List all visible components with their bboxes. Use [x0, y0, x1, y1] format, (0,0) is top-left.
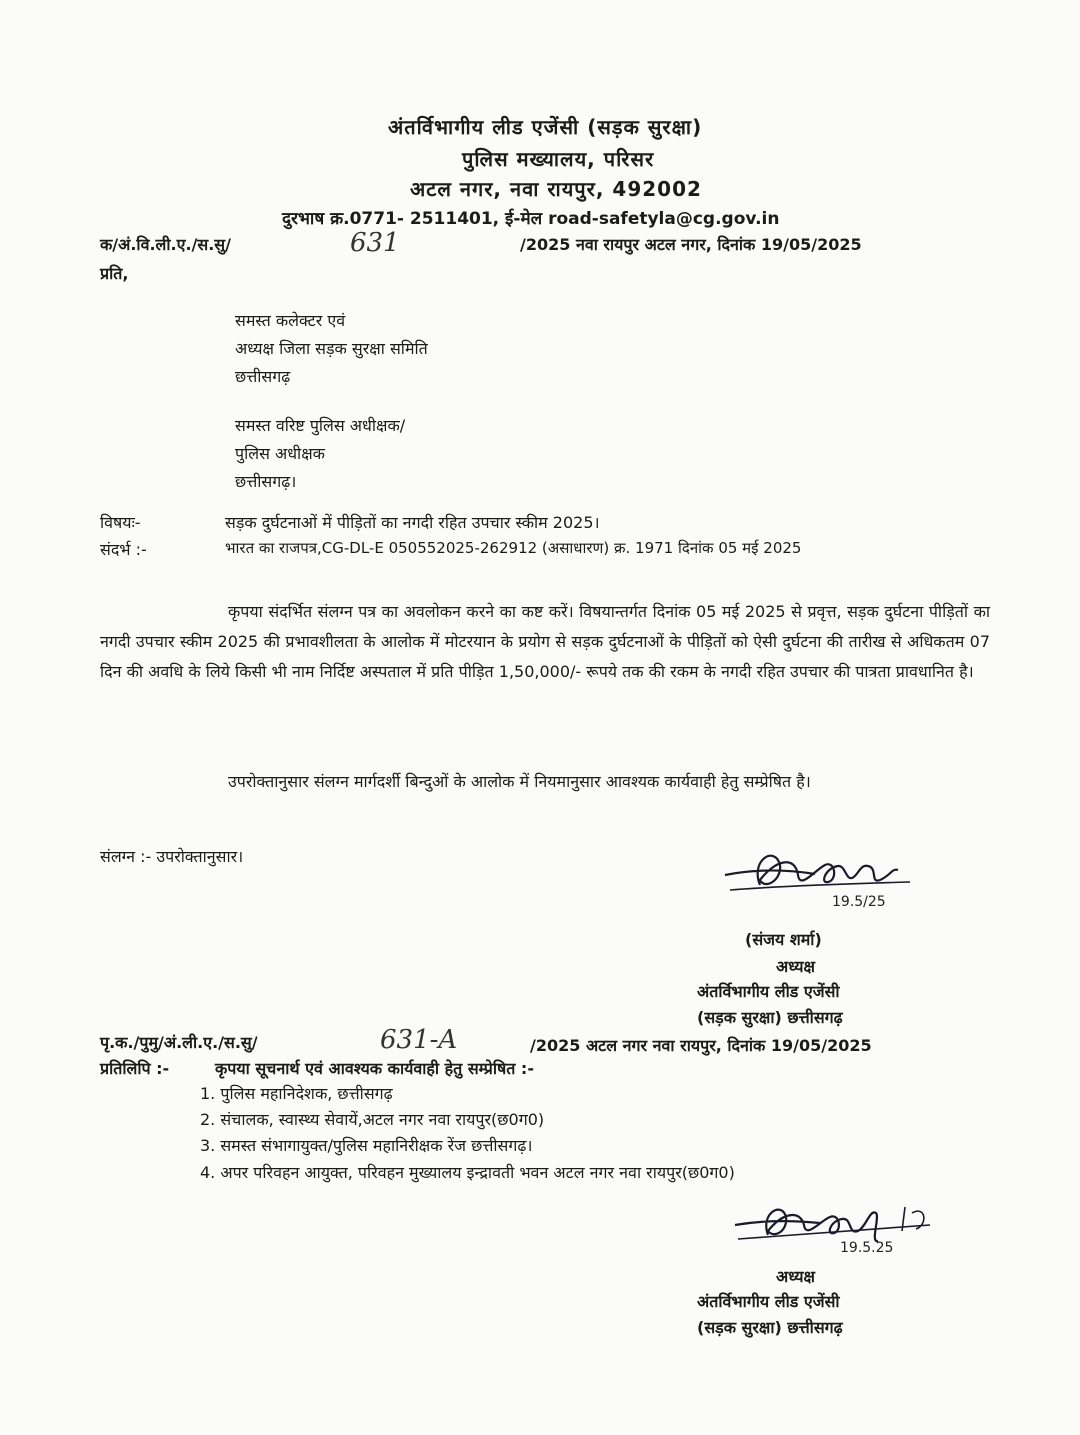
subject-label: विषयः-: [100, 513, 141, 532]
recipient-line: समस्त कलेक्टर एवं: [235, 311, 346, 330]
copy-recipient: 3. समस्त संभागायुक्त/पुलिस महानिरीक्षक रेंज छत्तीसगढ़।: [200, 1136, 533, 1155]
body-paragraph-2: [100, 767, 990, 797]
recipient-line: अध्यक्ष जिला सड़क सुरक्षा समिति: [235, 339, 428, 358]
reference-label: संदर्भ :-: [100, 540, 147, 559]
copy-instruction: कृपया सूचनार्थ एवं आवश्यक कार्यवाही हेतु सम्प्रेषित :-: [215, 1059, 534, 1078]
signatory-designation: अध्यक्ष: [776, 957, 815, 976]
signatory-org: अंतर्विभागीय लीड एजेंसी: [697, 982, 840, 1001]
signatory-org-state: (सड़क सुरक्षा) छत्तीसगढ़: [697, 1008, 843, 1027]
letter-ref-number: 631: [350, 228, 400, 258]
copy-recipient: 4. अपर परिवहन आयुक्त, परिवहन मुख्यालय इन्द्रावती भवन अटल नगर नवा रायपुर(छ0ग0): [200, 1163, 735, 1182]
body-paragraph-1-text: कृपया संदर्भित संलग्न पत्र का अवलोकन करने का कष्ट करें। विषयान्तर्गत दिनांक 05 मई 2025 से प्रवृत्त, सड़क दुर्घटना पीड़ितों का नगदी उपचार स्कीम 2025 की प्रभावशीलता के आलोक में मोटरयान के प्रयोग से सड़क दुर्घटनाओं के पीड़ितों को ऐसी दुर्घटना की तारीख से अधिकतम 07 दिन की अवधि के लिये किसी भी नाम निर्दिष्ट अस्पताल में प्रति पीड़ित 1,50,000/- रूपये तक की रकम के नगदी रहित उपचार की पात्रता प्रावधानित है।: [100, 602, 990, 681]
copy-ref-prefix: पृ.क./पुमु/अं.ली.ए./स.सु/: [100, 1033, 258, 1052]
recipient-line: छत्तीसगढ़।: [235, 472, 297, 491]
header-address: अटल नगर, नवा रायपुर, 492002: [410, 177, 702, 201]
header-office: पुलिस मख्यालय, परिसर: [462, 147, 655, 171]
subject-text: सड़क दुर्घटनाओं में पीड़ितों का नगदी रहित उपचार स्कीम 2025।: [225, 513, 600, 532]
letter-ref-date: /2025 नवा रायपुर अटल नगर, दिनांक 19/05/2025: [520, 235, 862, 254]
header-agency: अंतर्विभागीय लीड एजेंसी (सड़क सुरक्षा): [388, 115, 703, 139]
copy-label: प्रतिलिपि :-: [100, 1059, 170, 1078]
letter-ref-prefix: क/अं.वि.ली.ए./स.सु/: [100, 235, 231, 254]
copy-recipient: 1. पुलिस महानिदेशक, छत्तीसगढ़: [200, 1084, 393, 1103]
copy-ref-number: 631-A: [380, 1025, 458, 1055]
copy-recipient: 2. संचालक, स्वास्थ्य सेवायें,अटल नगर नवा रायपुर(छ0ग0): [200, 1110, 545, 1129]
reference-text: भारत का राजपत्र,CG-DL-E 050552025-262912 (असाधारण) क्र. 1971 दिनांक 05 मई 2025: [225, 539, 802, 557]
recipient-line: छत्तीसगढ़: [235, 367, 291, 386]
signature-2-date: 19.5.25: [840, 1240, 894, 1256]
copy-ref-date: /2025 अटल नगर नवा रायपुर, दिनांक 19/05/2025: [530, 1036, 872, 1055]
body-paragraph-1: [100, 597, 990, 687]
signatory-2-org: अंतर्विभागीय लीड एजेंसी: [697, 1292, 840, 1311]
to-label: प्रति,: [100, 264, 129, 283]
signatory-name: (संजय शर्मा): [745, 930, 822, 949]
signatory-2-org-state: (सड़क सुरक्षा) छत्तीसगढ़: [697, 1318, 843, 1337]
signature-1-date: 19.5/25: [832, 894, 886, 910]
body-paragraph-2-text: उपरोक्तानुसार संलग्न मार्गदर्शी बिन्दुओं के आलोक में नियमानुसार आवश्यक कार्यवाही हेतु सम्प्रेषित है।: [228, 772, 811, 791]
header-contact: दुरभाष क्र.0771- 2511401, ई-मेल road-safetyla@cg.gov.in: [282, 209, 780, 229]
enclosure-note: संलग्न :- उपरोक्तानुसार।: [100, 847, 244, 866]
recipient-line: समस्त वरिष्ट पुलिस अधीक्षक/: [235, 416, 406, 435]
recipient-line: पुलिस अधीक्षक: [235, 444, 325, 463]
signatory-2-designation: अध्यक्ष: [776, 1267, 815, 1286]
